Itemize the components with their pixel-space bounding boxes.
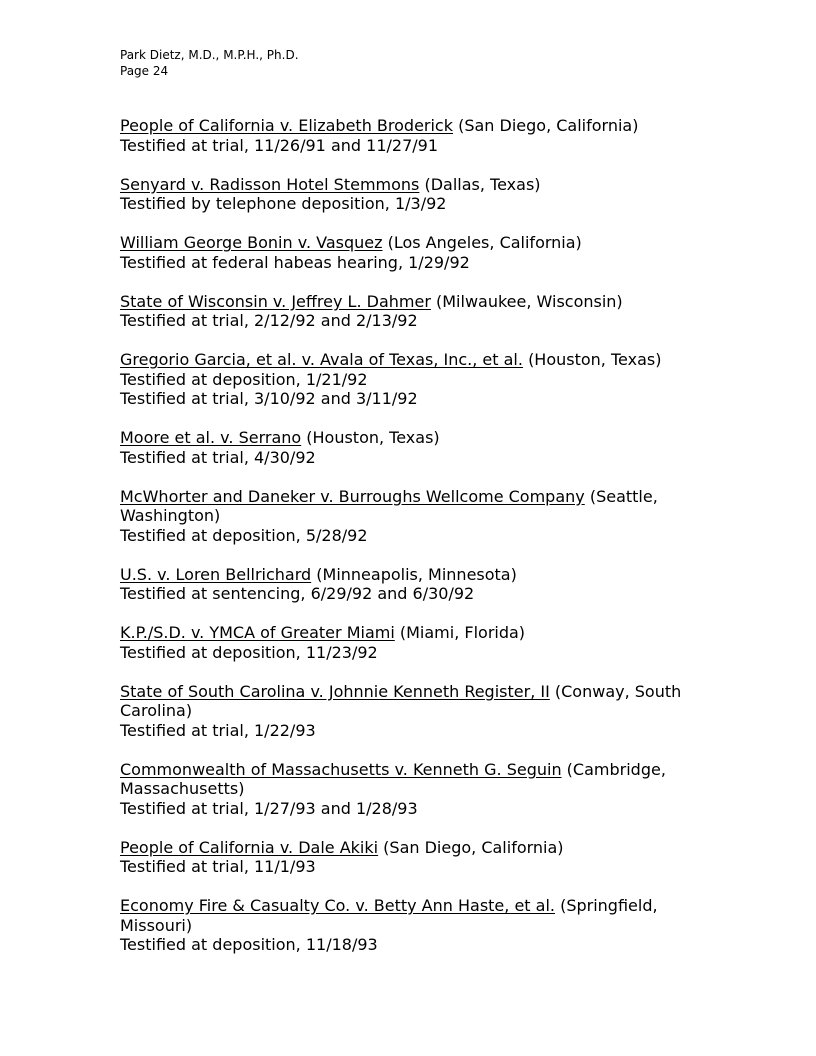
- case-name: McWhorter and Daneker v. Burroughs Wellcome Company: [120, 486, 585, 506]
- case-heading: [120, 428, 720, 448]
- case-heading: [120, 233, 720, 253]
- case-name: People of California v. Elizabeth Broderick: [120, 116, 453, 135]
- page-number: Page 24: [120, 63, 169, 78]
- case-heading: [120, 896, 720, 935]
- case-heading: [120, 838, 720, 858]
- case-heading: [120, 623, 720, 643]
- case-name: U.S. v. Loren Bellrichard: [120, 564, 312, 584]
- case-location: (Cambridge, Massachusetts): [120, 759, 666, 798]
- testimony-entry: [120, 233, 720, 272]
- case-location: (Milwaukee, Wisconsin): [436, 291, 623, 311]
- case-heading: [120, 682, 720, 721]
- case-location: (San Diego, California): [383, 837, 564, 857]
- case-heading: [120, 565, 720, 585]
- case-name: Senyard v. Radisson Hotel Stemmons: [120, 174, 420, 194]
- testimony-detail: Testified at deposition, 11/18/93: [120, 935, 378, 954]
- testimony-detail: Testified at trial, 11/1/93: [120, 857, 316, 876]
- testimony-entry: [120, 623, 720, 662]
- case-location: (Conway, South Carolina): [120, 681, 682, 720]
- case-name: Economy Fire & Casualty Co. v. Betty Ann Haste, et al.: [120, 896, 555, 915]
- testimony-detail: Testified at trial, 1/27/93 and 1/28/93: [120, 798, 418, 818]
- testimony-entry: [120, 428, 720, 467]
- testimony-detail: Testified at deposition, 11/23/92: [120, 642, 378, 662]
- case-heading: [120, 487, 720, 526]
- testimony-entry: [120, 896, 720, 955]
- testimony-list: [120, 116, 720, 974]
- testimony-detail: Testified at trial, 2/12/92 and 2/13/92: [120, 311, 418, 330]
- testimony-detail: Testified at trial, 1/22/93: [120, 720, 316, 740]
- testimony-detail: Testified at deposition, 1/21/92: [120, 369, 368, 389]
- testimony-entry: [120, 565, 720, 604]
- case-location: (Seattle, Washington): [120, 486, 658, 525]
- case-location: (San Diego, California): [458, 116, 639, 135]
- case-name: People of California v. Dale Akiki: [120, 837, 379, 857]
- testimony-entry: [120, 682, 720, 741]
- case-name: Gregorio Garcia, et al. v. Avala of Texas, Inc., et al.: [120, 350, 523, 369]
- testimony-entry: [120, 487, 720, 546]
- case-location: (Minneapolis, Minnesota): [316, 564, 517, 584]
- testimony-detail: Testified at trial, 4/30/92: [120, 447, 316, 467]
- case-name: Commonwealth of Massachusetts v. Kenneth G. Seguin: [120, 759, 562, 779]
- case-heading: [120, 760, 720, 799]
- case-name: William George Bonin v. Vasquez: [120, 233, 383, 252]
- testimony-entry: [120, 760, 720, 819]
- case-location: (Houston, Texas): [528, 350, 662, 369]
- testimony-detail: Testified at trial, 3/10/92 and 3/11/92: [120, 389, 418, 408]
- case-heading: [120, 116, 720, 136]
- case-location: (Springfield, Missouri): [120, 896, 658, 935]
- case-heading: [120, 175, 720, 195]
- case-name: Moore et al. v. Serrano: [120, 428, 302, 447]
- case-location: (Houston, Texas): [306, 428, 440, 447]
- testimony-entry: [120, 292, 720, 331]
- case-location: (Dallas, Texas): [424, 174, 541, 194]
- case-name: State of South Carolina v. Johnnie Kenneth Register, II: [120, 681, 550, 701]
- author-name: Park Dietz, M.D., M.P.H., Ph.D.: [120, 48, 299, 62]
- testimony-entry: [120, 350, 720, 409]
- testimony-detail: Testified by telephone deposition, 1/3/92: [120, 194, 447, 213]
- testimony-detail: Testified at trial, 11/26/91 and 11/27/91: [120, 135, 438, 155]
- case-name: State of Wisconsin v. Jeffrey L. Dahmer: [120, 291, 431, 311]
- page-header: [120, 48, 299, 79]
- testimony-detail: Testified at sentencing, 6/29/92 and 6/30/92: [120, 584, 475, 603]
- testimony-entry: [120, 175, 720, 214]
- case-heading: [120, 350, 720, 370]
- testimony-entry: [120, 116, 720, 155]
- testimony-detail: Testified at federal habeas hearing, 1/29/92: [120, 252, 470, 272]
- case-heading: [120, 292, 720, 312]
- case-location: (Los Angeles, California): [387, 233, 582, 252]
- case-name: K.P./S.D. v. YMCA of Greater Miami: [120, 623, 395, 642]
- testimony-entry: [120, 838, 720, 877]
- case-location: (Miami, Florida): [399, 623, 526, 642]
- testimony-detail: Testified at deposition, 5/28/92: [120, 525, 368, 545]
